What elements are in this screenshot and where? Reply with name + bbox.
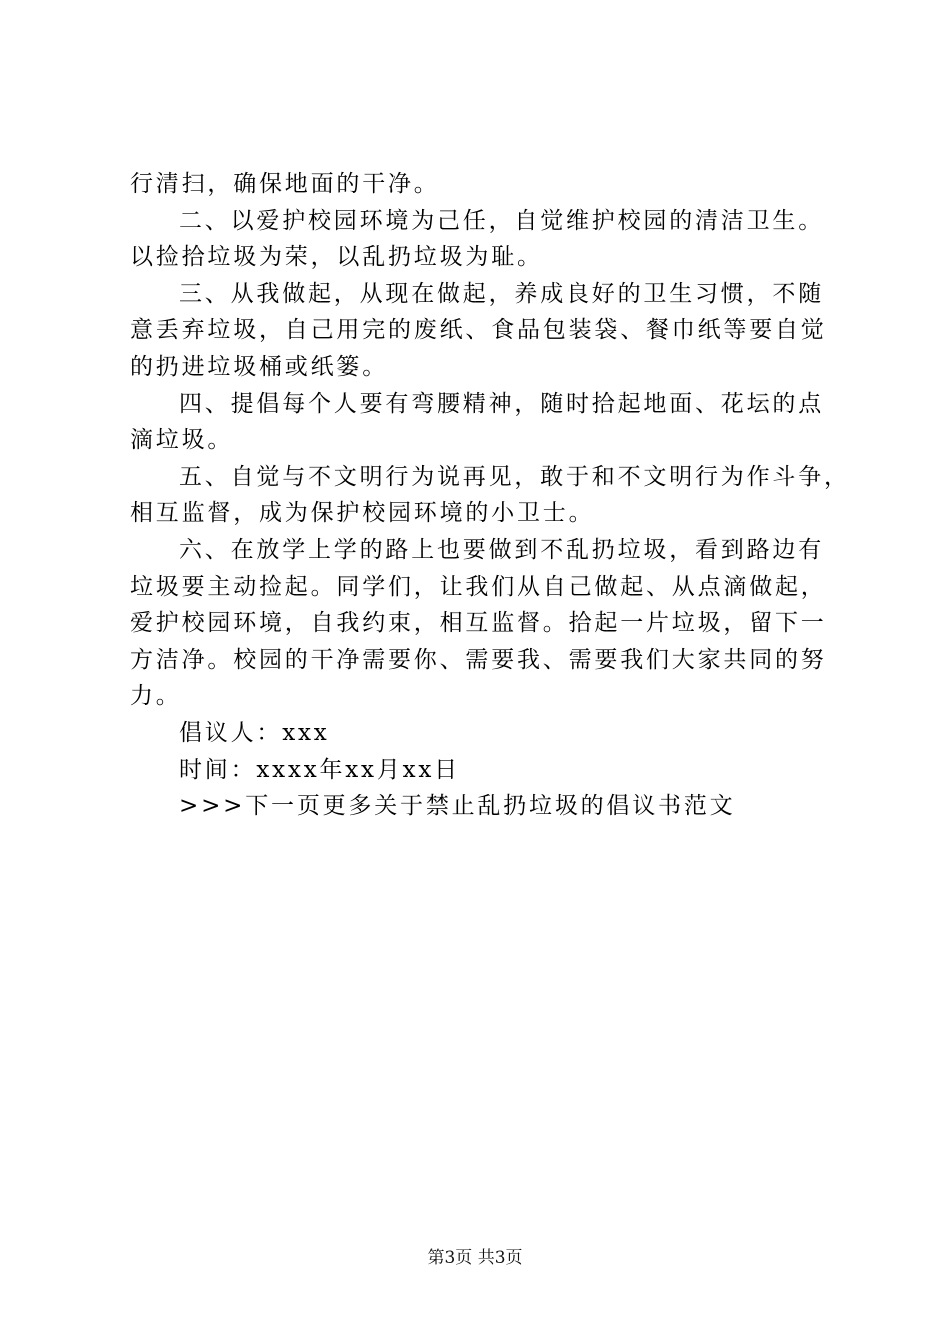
text-line: 行清扫，确保地面的干净。: [130, 171, 440, 197]
page-number: 第3页 共3页: [427, 1248, 523, 1268]
text-line: 三、从我做起，从现在做起，养成良好的卫生习惯，不随: [179, 280, 824, 307]
text-line: 垃圾要主动捡起。同学们，让我们从自己做起、从点滴做起，: [130, 573, 827, 600]
text-line: 意丢弃垃圾，自己用完的废纸、食品包装袋、餐巾纸等要自觉: [130, 317, 827, 344]
signatory-line: 倡议人：xxx: [179, 719, 330, 746]
text-line: 以捡拾垃圾为荣，以乱扔垃圾为耻。: [130, 244, 543, 271]
text-line: 四、提倡每个人要有弯腰精神，随时拾起地面、花坛的点: [179, 390, 824, 417]
text-line: 方洁净。校园的干净需要你、需要我、需要我们大家共同的努: [130, 646, 827, 673]
text-line: 滴垃圾。: [130, 427, 234, 454]
document-body: [130, 166, 850, 825]
text-line: 六、在放学上学的路上也要做到不乱扔垃圾，看到路边有: [179, 536, 824, 563]
text-line: 爱护校园环境，自我约束，相互监督。拾起一片垃圾，留下一: [130, 610, 827, 637]
next-page-link[interactable]: >>>下一页更多关于禁止乱扔垃圾的倡议书范文: [179, 793, 736, 820]
text-line: 二、以爱护校园环境为己任，自觉维护校园的清洁卫生。: [179, 207, 824, 234]
text-line: 五、自觉与不文明行为说再见，敢于和不文明行为作斗争，: [179, 463, 850, 490]
text-line: 的扔进垃圾桶或纸篓。: [130, 353, 388, 380]
text-line: 力。: [130, 683, 182, 710]
date-line: 时间：xxxx年xx月xx日: [179, 756, 460, 783]
text-line: 相互监督，成为保护校园环境的小卫士。: [130, 500, 595, 527]
